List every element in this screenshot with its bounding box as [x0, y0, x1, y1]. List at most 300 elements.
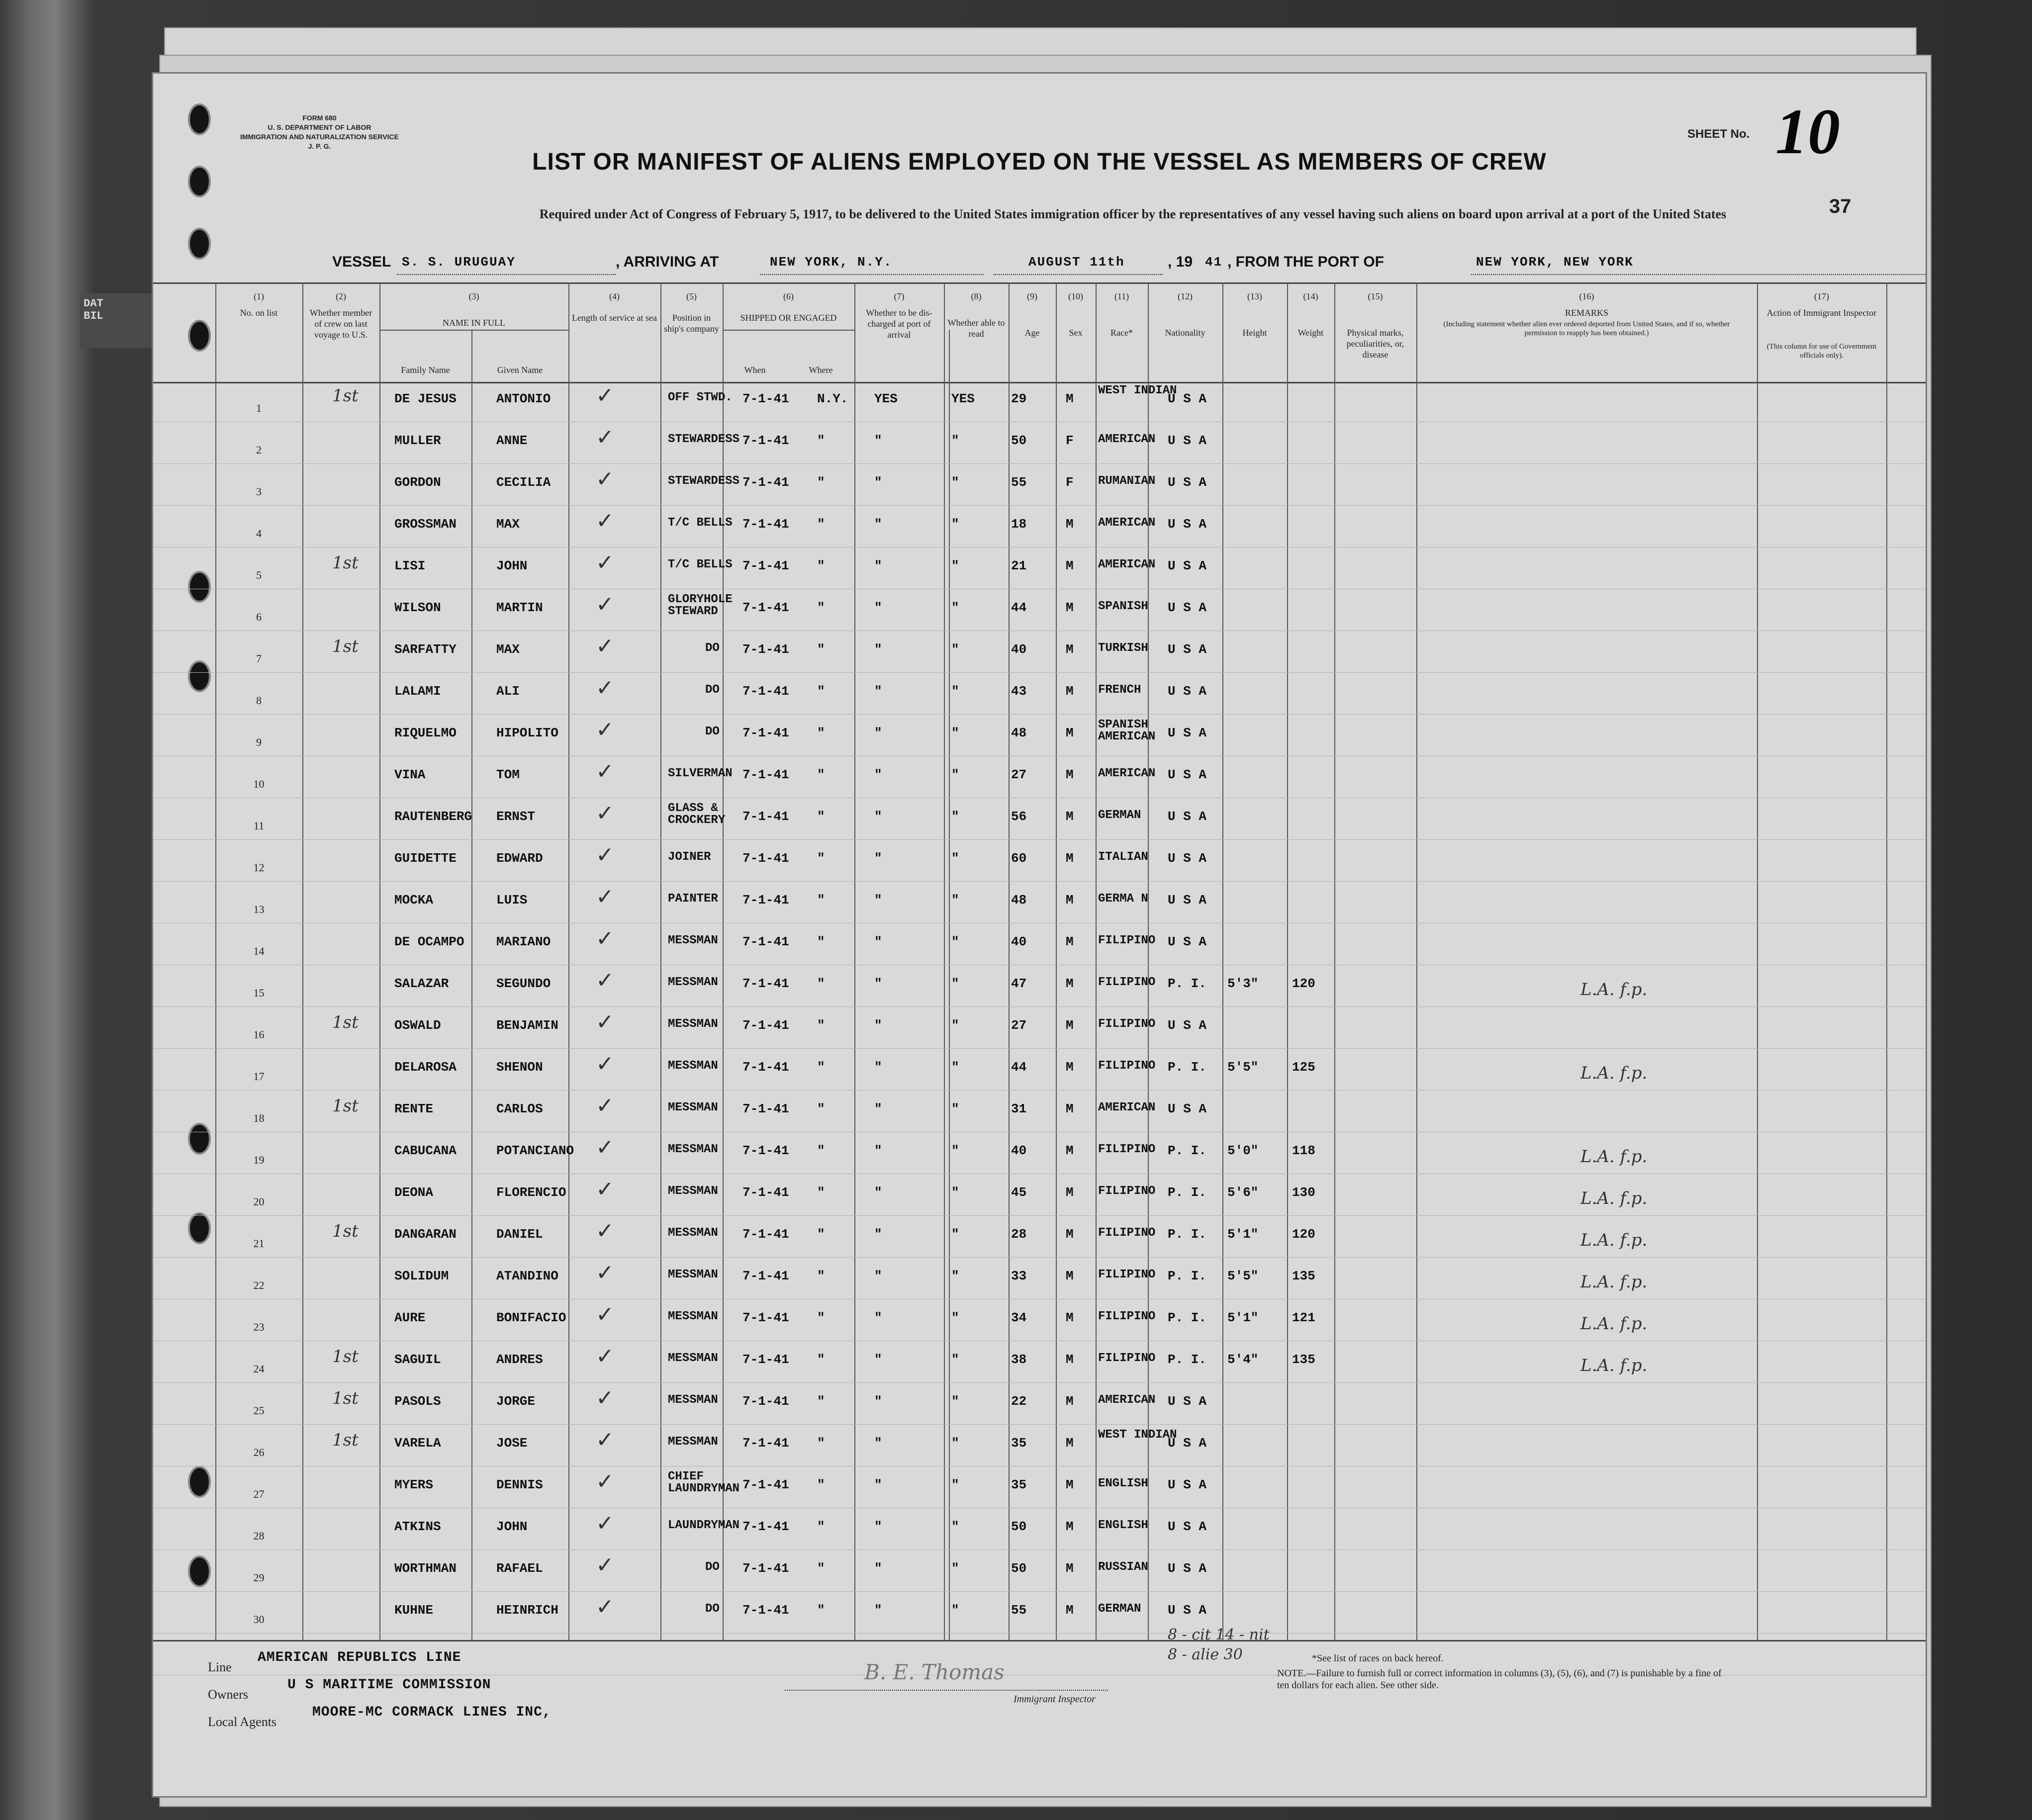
family-name: VARELA: [394, 1436, 441, 1451]
able-to-read: ": [951, 1101, 959, 1116]
sex: M: [1066, 1561, 1074, 1576]
family-name: RENTE: [394, 1101, 434, 1116]
age: 48: [1011, 726, 1027, 740]
able-to-read: ": [951, 893, 959, 908]
nationality: P. I.: [1168, 1310, 1207, 1325]
shipped-when: 7-1-41: [742, 809, 789, 824]
nationality: U S A: [1168, 1101, 1207, 1116]
shipped-where: ": [817, 1477, 825, 1492]
nationality: U S A: [1168, 934, 1207, 949]
race: TURKISH: [1098, 641, 1148, 655]
given-name: BENJAMIN: [496, 1018, 558, 1033]
given-name: ANDRES: [496, 1352, 543, 1367]
row-number: 7: [256, 652, 262, 665]
discharged: ": [874, 433, 882, 448]
nationality: U S A: [1168, 726, 1207, 740]
shipped-where: ": [817, 976, 825, 991]
checkmark-icon: ✓: [596, 592, 614, 617]
row-number: 5: [256, 569, 262, 581]
shipped-when: 7-1-41: [742, 1477, 789, 1492]
discharged: ": [874, 851, 882, 866]
row-number: 4: [256, 527, 262, 540]
column-divider: [1096, 282, 1097, 1640]
family-name: VINA: [394, 767, 426, 782]
able-to-read: ": [951, 1269, 959, 1283]
discharged: ": [874, 1060, 882, 1075]
form-id: FORM 680 U. S. DEPARTMENT OF LABOR IMMIGRATION AND NATURALIZATION SERVICE J. P. G.: [240, 114, 399, 150]
position: DO: [705, 683, 720, 697]
height: 5'3": [1227, 976, 1259, 991]
shipped-when: 7-1-41: [742, 1436, 789, 1451]
row-number: 21: [253, 1237, 265, 1250]
race: FILIPINO: [1098, 1017, 1156, 1031]
column-divider: [1056, 282, 1057, 1640]
discharged: ": [874, 1561, 882, 1576]
column-subheader: Where: [809, 365, 833, 375]
shipped-where: ": [817, 433, 825, 448]
family-name: RIQUELMO: [394, 726, 457, 740]
position: MESSMAN: [668, 1268, 718, 1281]
shipped-where: ": [817, 851, 825, 866]
column-number: (7): [894, 291, 905, 301]
position: DO: [705, 1560, 720, 1574]
discharged: ": [874, 1603, 882, 1618]
family-name: KUHNE: [394, 1603, 434, 1618]
position: OFF STWD.: [668, 391, 733, 404]
discharged: ": [874, 642, 882, 657]
family-name: MOCKA: [394, 893, 434, 908]
position: MESSMAN: [668, 1184, 718, 1198]
family-name: SARFATTY: [394, 642, 457, 657]
sex: M: [1066, 1477, 1074, 1492]
shipped-where: ": [817, 517, 825, 532]
column-number: (10): [1068, 291, 1083, 301]
shipped-when: 7-1-41: [742, 1561, 789, 1576]
age: 35: [1011, 1436, 1027, 1451]
nationality: P. I.: [1168, 1185, 1207, 1200]
race: ENGLISH: [1098, 1477, 1148, 1490]
family-name: MYERS: [394, 1477, 434, 1492]
given-name: FLORENCIO: [496, 1185, 566, 1200]
column-header: Race*: [1110, 328, 1133, 338]
able-to-read: ": [951, 1436, 959, 1451]
row-number: 12: [253, 861, 265, 874]
given-name: JOSE: [496, 1436, 528, 1451]
checkmark-icon: ✓: [596, 717, 614, 742]
age: 18: [1011, 517, 1027, 532]
given-name: CARLOS: [496, 1101, 543, 1116]
age: 48: [1011, 893, 1027, 908]
family-name: PASOLS: [394, 1394, 441, 1409]
age: 40: [1011, 642, 1027, 657]
race: AMERICAN: [1098, 767, 1156, 780]
shipped-when: 7-1-41: [742, 1603, 789, 1618]
age: 29: [1011, 391, 1027, 406]
column-header: NAME IN FULL: [443, 318, 505, 328]
family-name: WILSON: [394, 600, 441, 615]
row-number: 18: [253, 1112, 265, 1124]
discharged: ": [874, 767, 882, 782]
position: GLORYHOLE STEWARD: [668, 593, 733, 618]
inspector-label: Immigrant Inspector: [1014, 1694, 1096, 1705]
shipped-when: 7-1-41: [742, 1394, 789, 1409]
age: 22: [1011, 1394, 1027, 1409]
voyage-mark: 1st: [332, 386, 359, 406]
column-divider: [854, 282, 855, 1640]
position: DO: [705, 725, 720, 738]
discharged: ": [874, 558, 882, 573]
checkmark-icon: ✓: [596, 1344, 614, 1369]
shipped-when: 7-1-41: [742, 893, 789, 908]
discharged: ": [874, 600, 882, 615]
checkmark-icon: ✓: [596, 383, 614, 408]
family-name: OSWALD: [394, 1018, 441, 1033]
height: 5'4": [1227, 1352, 1259, 1367]
age: 27: [1011, 1018, 1027, 1033]
race: GERMA N: [1098, 892, 1148, 906]
family-name: LISI: [394, 558, 426, 573]
position: MESSMAN: [668, 1435, 718, 1449]
column-divider: [1416, 282, 1417, 1640]
age: 44: [1011, 600, 1027, 615]
height: 5'1": [1227, 1310, 1259, 1325]
column-divider: [302, 282, 303, 1640]
family-name: DEONA: [394, 1185, 434, 1200]
nationality: U S A: [1168, 600, 1207, 615]
position: MESSMAN: [668, 1226, 718, 1240]
weight: 121: [1292, 1310, 1315, 1325]
remarks: L.A. f.p.: [1580, 1272, 1648, 1292]
position: DO: [705, 1602, 720, 1616]
column-header: REMARKS: [1565, 308, 1609, 318]
position: MESSMAN: [668, 1101, 718, 1114]
able-to-read: ": [951, 1018, 959, 1033]
checkmark-icon: ✓: [596, 1511, 614, 1536]
discharged: ": [874, 1185, 882, 1200]
row-number: 1: [256, 402, 262, 414]
able-to-read: ": [951, 1394, 959, 1409]
able-to-read: ": [951, 1143, 959, 1158]
age: 27: [1011, 767, 1027, 782]
shipped-where: ": [817, 1101, 825, 1116]
race: RUSSIAN: [1098, 1560, 1148, 1574]
sex: M: [1066, 642, 1074, 657]
given-name: ANNE: [496, 433, 528, 448]
shipped-where: ": [817, 767, 825, 782]
sex: M: [1066, 558, 1074, 573]
remarks: L.A. f.p.: [1580, 1063, 1648, 1083]
given-name: SHENON: [496, 1060, 543, 1075]
column-header: No. on list: [240, 308, 278, 318]
shipped-when: 7-1-41: [742, 600, 789, 615]
shipped-where: ": [817, 1143, 825, 1158]
checkmark-icon: ✓: [596, 1135, 614, 1160]
column-header: Sex: [1069, 328, 1083, 338]
checkmark-icon: ✓: [596, 1302, 614, 1327]
position: MESSMAN: [668, 934, 718, 947]
column-subheader: (This column for use of Government officials only).: [1766, 343, 1877, 360]
column-divider: [1009, 282, 1010, 1640]
position: MESSMAN: [668, 1017, 718, 1031]
column-number: (17): [1814, 291, 1829, 301]
family-name: DANGARAN: [394, 1227, 457, 1242]
sex: F: [1066, 475, 1074, 490]
row-number: 19: [253, 1154, 265, 1166]
family-name: WORTHMAN: [394, 1561, 457, 1576]
shipped-where: ": [817, 1603, 825, 1618]
given-name: ATANDINO: [496, 1269, 558, 1283]
shipped-when: 7-1-41: [742, 1227, 789, 1242]
family-name: ATKINS: [394, 1519, 441, 1534]
column-header: Weight: [1297, 328, 1324, 338]
sex: M: [1066, 1394, 1074, 1409]
checkmark-icon: ✓: [596, 508, 614, 534]
able-to-read: ": [951, 642, 959, 657]
shipped-where: ": [817, 1561, 825, 1576]
checkmark-icon: ✓: [596, 759, 614, 784]
row-number: 14: [253, 945, 265, 957]
family-name: DELAROSA: [394, 1060, 457, 1075]
age: 34: [1011, 1310, 1027, 1325]
line-label: Line: [208, 1660, 232, 1674]
column-divider: [1287, 282, 1288, 1640]
given-name: ALI: [496, 684, 520, 699]
remarks: L.A. f.p.: [1580, 1147, 1648, 1167]
family-name: GORDON: [394, 475, 441, 490]
position: T/C BELLS: [668, 558, 733, 571]
discharged: ": [874, 1101, 882, 1116]
given-name: EDWARD: [496, 851, 543, 866]
voyage-mark: 1st: [332, 1430, 359, 1450]
weight: 125: [1292, 1060, 1315, 1075]
nationality: U S A: [1168, 684, 1207, 699]
checkmark-icon: ✓: [596, 926, 614, 951]
punch-hole: [188, 228, 211, 260]
shipped-when: 7-1-41: [742, 475, 789, 490]
column-number: (13): [1247, 291, 1262, 301]
discharged: ": [874, 1436, 882, 1451]
able-to-read: ": [951, 726, 959, 740]
sex: M: [1066, 726, 1074, 740]
discharged: ": [874, 1310, 882, 1325]
sex: M: [1066, 1143, 1074, 1158]
sex: M: [1066, 517, 1074, 532]
checkmark-icon: ✓: [596, 1469, 614, 1494]
voyage-mark: 1st: [332, 1347, 359, 1366]
given-name: LUIS: [496, 893, 528, 908]
height: 5'0": [1227, 1143, 1259, 1158]
age: 50: [1011, 433, 1027, 448]
column-divider: [1886, 282, 1887, 1640]
family-name: GROSSMAN: [394, 517, 457, 532]
checkmark-icon: ✓: [596, 1051, 614, 1077]
race: RUMANIAN: [1098, 474, 1156, 488]
sex: M: [1066, 1018, 1074, 1033]
race: FRENCH: [1098, 683, 1141, 697]
given-name: MARTIN: [496, 600, 543, 615]
able-to-read: ": [951, 1227, 959, 1242]
checkmark-icon: ✓: [596, 1260, 614, 1285]
sex: M: [1066, 600, 1074, 615]
age: 47: [1011, 976, 1027, 991]
row-number: 15: [253, 987, 265, 999]
shipped-when: 7-1-41: [742, 1185, 789, 1200]
age: 50: [1011, 1519, 1027, 1534]
given-name: TOM: [496, 767, 520, 782]
column-header: Whether to be dis-charged at port of arrival: [866, 308, 932, 340]
sex: M: [1066, 893, 1074, 908]
checkmark-icon: ✓: [596, 842, 614, 868]
page-subtitle: Required under Act of Congress of February 5, 1917, to be delivered to the United States immigration officer by the representatives of any vessel having such aliens on board upon arrival at a port of the United States: [539, 207, 1727, 221]
shipped-when: 7-1-41: [742, 1269, 789, 1283]
column-number: (9): [1027, 291, 1037, 301]
shipped-when: 7-1-41: [742, 1143, 789, 1158]
shipped-when: 7-1-41: [742, 767, 789, 782]
checkmark-icon: ✓: [596, 466, 614, 492]
vessel-label: VESSEL: [332, 254, 391, 270]
page-title: LIST OR MANIFEST OF ALIENS EMPLOYED ON THE VESSEL AS MEMBERS OF CREW: [532, 149, 1547, 175]
family-name: LALAMI: [394, 684, 441, 699]
given-name: JORGE: [496, 1394, 536, 1409]
age: 35: [1011, 1477, 1027, 1492]
race: FILIPINO: [1098, 1059, 1156, 1073]
nationality: U S A: [1168, 558, 1207, 573]
checkmark-icon: ✓: [596, 675, 614, 701]
remarks: L.A. f.p.: [1580, 980, 1648, 1000]
discharged: ": [874, 1394, 882, 1409]
shipped-where: ": [817, 1060, 825, 1075]
race: ITALIAN: [1098, 850, 1148, 864]
races-note: *See list of races on back hereof.: [1312, 1653, 1444, 1664]
shipped-when: 7-1-41: [742, 684, 789, 699]
discharged: ": [874, 1269, 882, 1283]
position: JOINER: [668, 850, 711, 864]
discharged: ": [874, 1143, 882, 1158]
checkmark-icon: ✓: [596, 1093, 614, 1118]
owners-value: U S MARITIME COMMISSION: [287, 1677, 491, 1693]
row-number: 16: [253, 1028, 265, 1041]
shipped-where: ": [817, 600, 825, 615]
column-header: Action of Immigrant Inspector: [1766, 308, 1877, 318]
nationality: U S A: [1168, 475, 1207, 490]
arrival-year: 41: [1205, 255, 1223, 270]
voyage-mark: 1st: [332, 637, 359, 656]
arriving-label: , ARRIVING AT: [616, 254, 719, 270]
family-name: SALAZAR: [394, 976, 449, 991]
row-number: 2: [256, 444, 262, 456]
shipped-where: ": [817, 1352, 825, 1367]
age: 40: [1011, 934, 1027, 949]
age: 38: [1011, 1352, 1027, 1367]
discharged: ": [874, 726, 882, 740]
column-header: Physical marks, peculiarities, or, disease: [1346, 328, 1404, 360]
column-subheader: When: [744, 365, 766, 375]
given-name: MAX: [496, 642, 520, 657]
nationality: U S A: [1168, 1018, 1207, 1033]
remarks: L.A. f.p.: [1580, 1356, 1648, 1375]
nationality: P. I.: [1168, 1352, 1207, 1367]
row-number: 26: [253, 1446, 265, 1458]
able-to-read: ": [951, 934, 959, 949]
column-subheader: (Including statement whether alien ever ordered deported from United States, and if so, whether permission to reapply has been obtained.): [1443, 320, 1730, 337]
age: 40: [1011, 1143, 1027, 1158]
column-number: (3): [468, 291, 479, 301]
position: GLASS & CROCKERY: [668, 802, 726, 827]
column-header: Whether member of crew on last voyage to U.S.: [309, 308, 372, 340]
race: AMERICAN: [1098, 433, 1156, 446]
sex: F: [1066, 433, 1074, 448]
agents-label: Local Agents: [208, 1715, 277, 1729]
side-tab: DAT BIL: [80, 293, 159, 348]
position: MESSMAN: [668, 976, 718, 989]
row-number: 11: [253, 819, 265, 832]
position: CHIEF LAUNDRYMAN: [668, 1470, 740, 1495]
shipped-when: 7-1-41: [742, 517, 789, 532]
column-header: Length of service at sea: [572, 313, 657, 323]
height: 5'5": [1227, 1060, 1259, 1075]
column-divider: [568, 282, 569, 1640]
position: LAUNDRYMAN: [668, 1519, 740, 1532]
able-to-read: ": [951, 1519, 959, 1534]
position: MESSMAN: [668, 1310, 718, 1323]
given-name: CECILIA: [496, 475, 551, 490]
inspector-signature: B. E. Thomas: [864, 1660, 1005, 1684]
race: FILIPINO: [1098, 976, 1156, 989]
age: 31: [1011, 1101, 1027, 1116]
race: FILIPINO: [1098, 1143, 1156, 1156]
shipped-when: 7-1-41: [742, 642, 789, 657]
row-number: 9: [256, 736, 262, 748]
nationality: U S A: [1168, 1394, 1207, 1409]
row-number: 24: [253, 1363, 265, 1375]
shipped-when: 7-1-41: [742, 1060, 789, 1075]
nationality: U S A: [1168, 893, 1207, 908]
height: 5'1": [1227, 1227, 1259, 1242]
able-to-read: ": [951, 684, 959, 699]
remarks: L.A. f.p.: [1580, 1230, 1648, 1250]
discharged: ": [874, 976, 882, 991]
discharged: ": [874, 1519, 882, 1534]
age: 50: [1011, 1561, 1027, 1576]
row-number: 30: [253, 1613, 265, 1626]
sex: M: [1066, 1269, 1074, 1283]
column-number: (6): [783, 291, 794, 301]
position: MESSMAN: [668, 1143, 718, 1156]
able-to-read: ": [951, 1310, 959, 1325]
shipped-where: ": [817, 684, 825, 699]
shipped-when: 7-1-41: [742, 976, 789, 991]
race: WEST INDIAN: [1098, 1428, 1177, 1442]
race: WEST INDIAN: [1098, 384, 1177, 397]
race: FILIPINO: [1098, 934, 1156, 947]
race: ENGLISH: [1098, 1519, 1148, 1532]
sex: M: [1066, 1603, 1074, 1618]
position: STEWARDESS: [668, 433, 740, 446]
age: 21: [1011, 558, 1027, 573]
height: 5'6": [1227, 1185, 1259, 1200]
sub-column-divider: [471, 330, 472, 1640]
weight: 130: [1292, 1185, 1315, 1200]
race: AMERICAN: [1098, 558, 1156, 571]
column-number: (15): [1368, 291, 1383, 301]
able-to-read: ": [951, 1477, 959, 1492]
nationality: U S A: [1168, 767, 1207, 782]
sex: M: [1066, 1310, 1074, 1325]
shipped-where: ": [817, 1310, 825, 1325]
race: FILIPINO: [1098, 1184, 1156, 1198]
able-to-read: ": [951, 1603, 959, 1618]
remarks: L.A. f.p.: [1580, 1188, 1648, 1208]
